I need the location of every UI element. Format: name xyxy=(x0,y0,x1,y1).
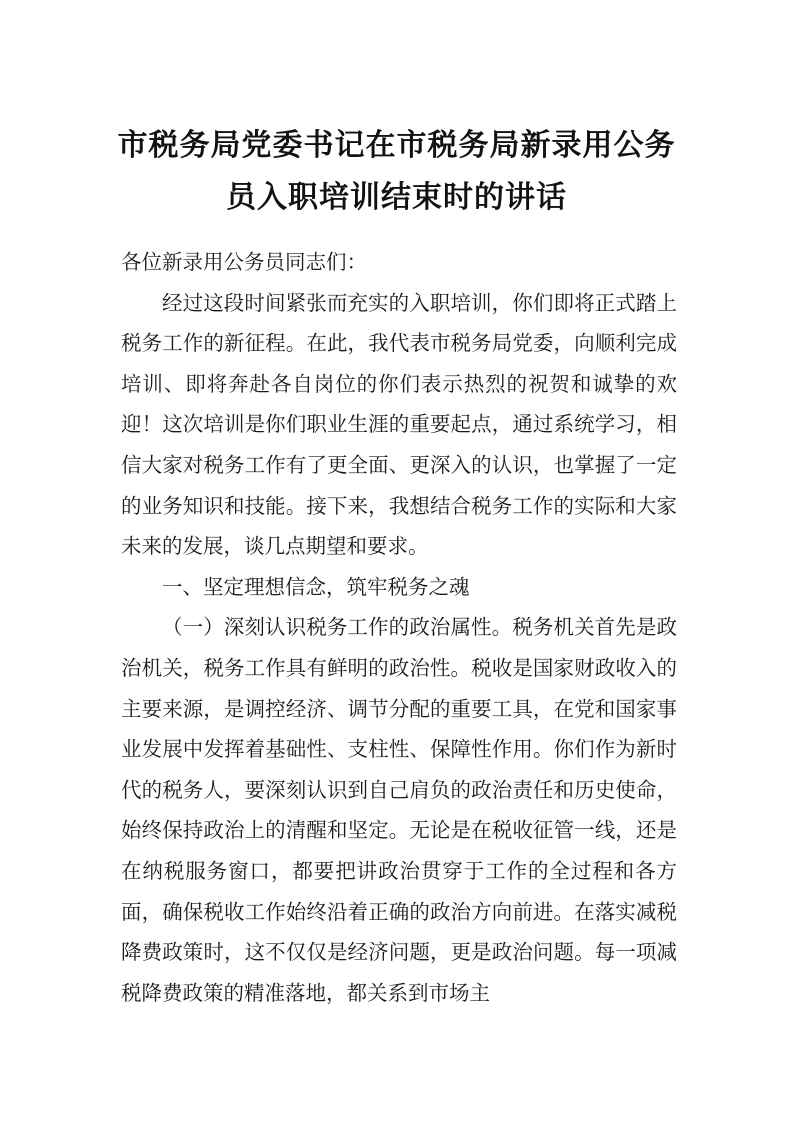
document-title xyxy=(100,120,693,224)
document-body xyxy=(121,242,677,1013)
paragraph-intro: 经过这段时间紧张而充实的入职培训，你们即将正式踏上税务工作的新征程。在此，我代表市税务局党委，向顺利完成培训、即将奔赴各自岗位的你们表示热烈的祝贺和诚挚的欢迎！这次培训是你们职业生涯的重要起点，通过系统学习，相信大家对税务工作有了更全面、更深入的认识，也掌握了一定的业务知识和技能。接下来，我想结合税务工作的实际和大家未来的发展，谈几点期望和要求。 xyxy=(121,290,677,559)
section-heading-1: 一、坚定理想信念，筑牢税务之魂 xyxy=(162,574,470,599)
paragraph-section-1-1: （一）深刻认识税务工作的政治属性。税务机关首先是政治机关，税务工作具有鲜明的政治性。税收是国家财政收入的主要来源，是调控经济、调节分配的重要工具，在党和国家事业发展中发挥着基础性、支柱性、保障性作用。你们作为新时代的税务人，要深刻认识到自己肩负的政治责任和历史使命，始终保持政治上的清醒和坚定。无论是在税收征管一线，还是在纳税服务窗口，都要把讲政治贯穿于工作的全过程和各方面，确保税收工作始终沿着正确的政治方向前进。在落实减税降费政策时，这不仅仅是经济问题，更是政治问题。每一项减税降费政策的精准落地，都关系到市场主 xyxy=(121,615,677,1005)
title-line-1: 市税务局党委书记在市税务局新录用公务 xyxy=(117,128,676,163)
salutation: 各位新录用公务员同志们： xyxy=(121,250,367,274)
title-line-2: 员入职培训结束时的讲话 xyxy=(226,180,567,215)
